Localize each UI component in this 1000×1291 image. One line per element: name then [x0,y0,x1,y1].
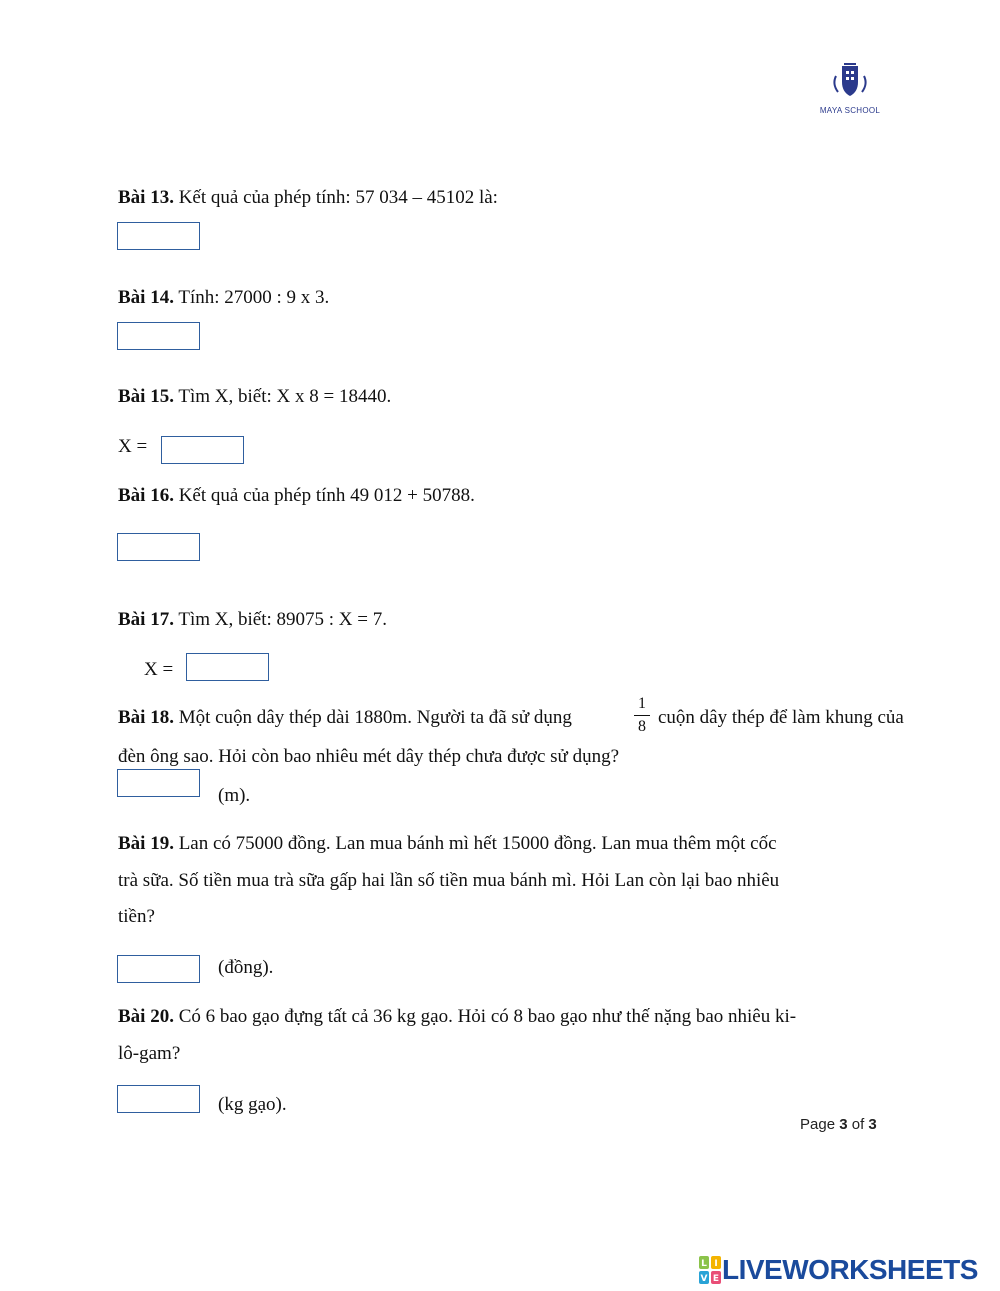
question-19-text-1: Lan có 75000 đồng. Lan mua bánh mì hết 15000 đồng. Lan mua thêm một cốc [173,833,777,854]
answer-box-13[interactable] [117,222,200,250]
school-logo [818,62,882,114]
school-name: MAYA SCHOOL [819,106,881,115]
page-current: 3 [839,1116,848,1133]
question-19-label: Bài 19. [118,833,174,854]
icon-letter-i: I [714,1259,718,1269]
answer-box-19[interactable] [117,955,200,983]
icon-letter-v: V [700,1274,708,1284]
question-20-label: Bài 20. [118,1006,174,1027]
question-13-label: Bài 13. [118,187,174,208]
question-17 [118,609,387,631]
question-15-text: Tìm X, biết: X x 8 = 18440. [173,386,392,407]
question-16-label: Bài 16. [118,485,174,506]
answer-box-17[interactable] [186,653,269,681]
icon-letter-e: E [712,1274,720,1284]
fraction-numerator: 1 [638,695,646,712]
unit-18: (m). [218,785,251,806]
question-19-line-3: tiền? [118,906,155,927]
question-18-label: Bài 18. [118,707,174,728]
answer-box-15[interactable] [161,436,244,464]
liveworksheets-brand [698,1253,978,1287]
unit-19: (đồng). [218,957,274,978]
question-16-text: Kết quả của phép tính 49 012 + 50788. [173,485,475,506]
question-20-line-1 [118,1006,796,1028]
question-16 [118,485,475,507]
question-15 [118,386,391,408]
question-19-line-2: trà sữa. Số tiền mua trà sữa gấp hai lần số tiền mua bánh mì. Hỏi Lan còn lại bao nhiêu [118,870,780,891]
question-15-label: Bài 15. [118,386,174,407]
page-word: Page [800,1116,836,1133]
fraction-denominator: 8 [638,718,646,735]
question-20-text-1: Có 6 bao gạo đựng tất cả 36 kg gạo. Hỏi có 8 bao gạo như thế nặng bao nhiêu ki- [173,1006,797,1027]
page-of-word: of [851,1116,865,1133]
question-13-text: Kết quả của phép tính: 57 034 – 45102 là: [173,187,498,208]
page-total: 3 [868,1116,877,1133]
fraction-one-eighth [633,695,651,736]
question-18-text-after: cuộn dây thép để làm khung của [658,707,904,728]
question-14-text: Tính: 27000 : 9 x 3. [173,287,330,308]
question-18-line-1 [118,707,572,729]
page-indicator [800,1116,877,1133]
x-equals-label-17: X = [144,659,174,680]
question-19-line-1 [118,833,777,855]
answer-box-18[interactable] [117,769,200,797]
answer-box-14[interactable] [117,322,200,350]
question-14 [118,287,329,309]
x-equals-label-15: X = [118,436,148,457]
unit-20: (kg gạo). [218,1094,287,1115]
crest-icon [830,62,870,100]
liveworksheets-icon [698,1255,722,1285]
question-20-line-2: lô-gam? [118,1043,181,1064]
question-14-label: Bài 14. [118,287,174,308]
answer-box-20[interactable] [117,1085,200,1113]
question-17-label: Bài 17. [118,609,174,630]
question-13 [118,187,498,209]
answer-box-16[interactable] [117,533,200,561]
question-18-line-2: đèn ông sao. Hỏi còn bao nhiêu mét dây thép chưa được sử dụng? [118,746,620,767]
liveworksheets-wordmark: LIVEWORKSHEETS [722,1254,978,1285]
question-17-text: Tìm X, biết: 89075 : X = 7. [173,609,387,630]
question-18-text-before: Một cuộn dây thép dài 1880m. Người ta đã sử dụng [173,707,572,728]
icon-letter-l: L [701,1259,707,1269]
